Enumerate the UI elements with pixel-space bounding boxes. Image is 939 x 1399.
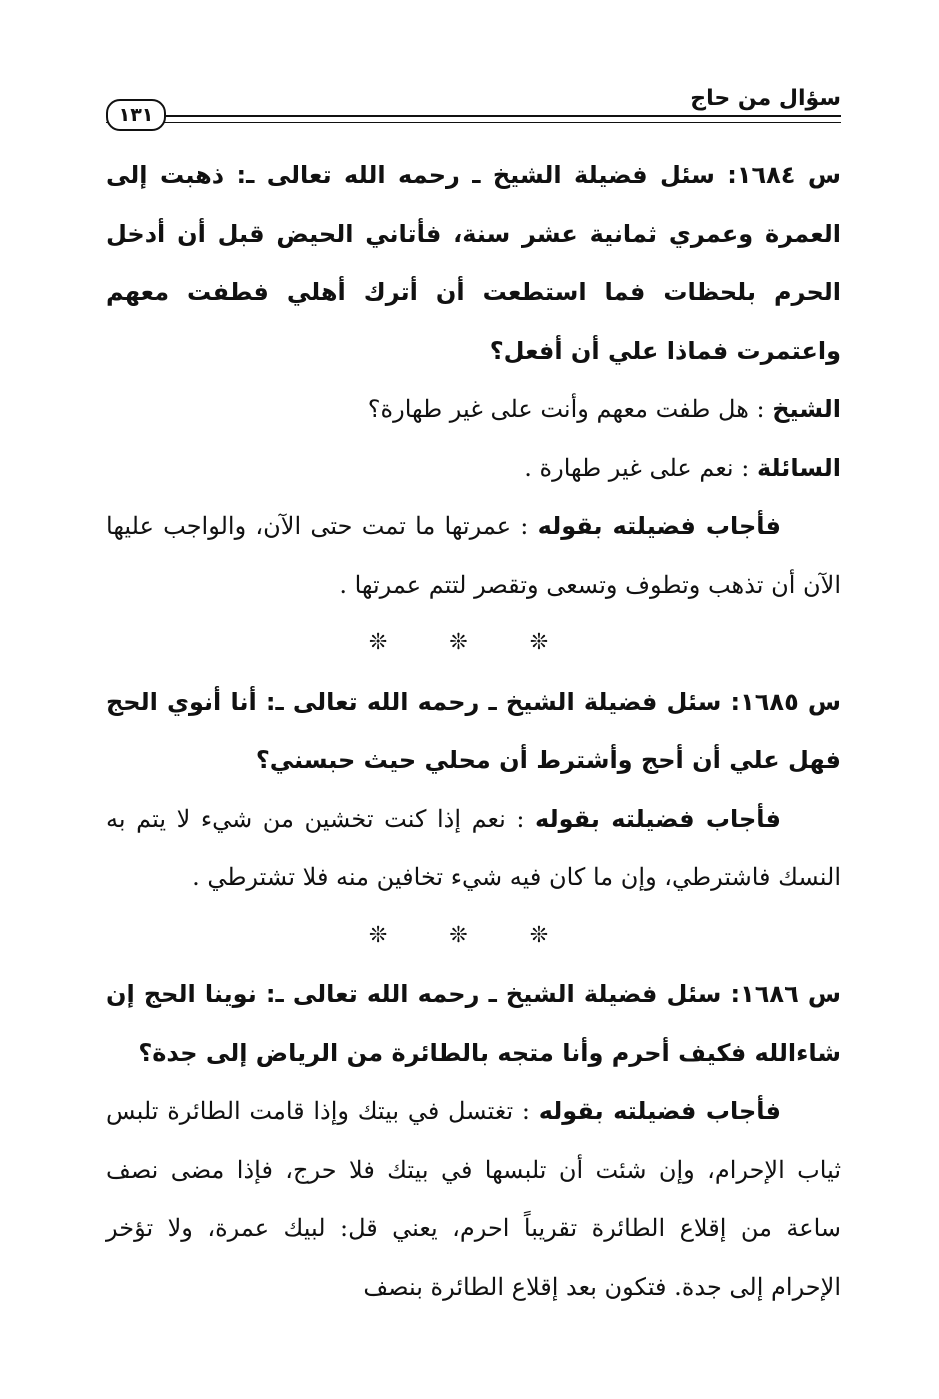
asterism-icon: ❊ <box>529 630 579 655</box>
answer-1685 <box>106 790 841 907</box>
section-separator <box>106 614 841 673</box>
question-1685 <box>106 673 841 790</box>
speaker-label: السائلة <box>756 453 841 482</box>
asterism-icon: ❊ <box>449 922 498 948</box>
answer-label: فأجاب فضيلته بقوله <box>535 804 781 833</box>
question-1684 <box>106 146 841 380</box>
header-rule <box>106 115 841 123</box>
answer-text: : نعم إذا كنت تخشين من شيء لا يتم به النسك فاشترطي، وإن ما كان فيه شيء تخافين منه فلا تشترطي . <box>106 804 841 891</box>
answer-label: فأجاب فضيلته بقوله <box>538 1097 782 1125</box>
asterism-icon: ❊ <box>368 922 418 948</box>
answer-label: فأجاب فضيلته بقوله <box>537 512 781 540</box>
question-text: سئل فضيلة الشيخ ـ رحمه الله تعالى ـ: أنا أنوي الحج فهل علي أن أحج وأشترط أن محلي حيث حبسني؟ <box>106 687 841 774</box>
dialogue-text: : هل طفت معهم وأنت على غير طهارة؟ <box>367 395 765 423</box>
question-number: س ١٦٨٥: <box>730 687 842 716</box>
question-1686 <box>106 965 841 1082</box>
speaker-label: الشيخ <box>772 395 841 423</box>
page-body <box>106 146 841 1316</box>
asterism-icon: ❊ <box>529 922 579 948</box>
question-text: سئل فضيلة الشيخ ـ رحمه الله تعالى ـ: ذهبت إلى العمرة وعمري ثمانية عشر سنة، فأتاني الحيض قبل أن أدخل الحرم بلحظات فما استطعت أن أترك أهلي فطفت معهم واعتمرت فماذا علي أن أفعل؟ <box>106 161 841 365</box>
asterism-icon: ❊ <box>368 630 418 655</box>
page-number: ١٣١ <box>106 99 166 131</box>
question-number: س ١٦٨٦: <box>730 980 841 1008</box>
dialogue-text: : نعم على غير طهارة . <box>524 453 750 482</box>
answer-1686 <box>106 1082 841 1316</box>
dialogue-line-questioner <box>106 439 841 498</box>
answer-text: : عمرتها ما تمت حتى الآن، والواجب عليها الآن أن تذهب وتطوف وتسعى وتقصر لتتم عمرتها . <box>106 512 841 599</box>
asterism-icon: ❊ <box>449 630 498 655</box>
running-title: سؤال من حاج <box>690 86 841 111</box>
answer-1684 <box>106 497 841 614</box>
section-separator <box>106 907 841 966</box>
answer-text: : تغتسل في بيتك وإذا قامت الطائرة تلبس ثياب الإحرام، وإن شئت أن تلبسها في بيتك فلا حرج، فإذا مضى نصف ساعة من إقلاع الطائرة تقريباً احرم، يعني قل: لبيك عمرة، ولا تؤخر الإحرام إلى جدة. فتكون بعد إقلاع الطائرة بنصف <box>106 1097 841 1301</box>
question-text: سئل فضيلة الشيخ ـ رحمه الله تعالى ـ: نوينا الحج إن شاءالله فكيف أحرم وأنا متجه بالطائرة من الرياض إلى جدة؟ <box>106 980 841 1067</box>
dialogue-line-sheikh <box>106 380 841 439</box>
question-number: س ١٦٨٤: <box>727 161 841 189</box>
